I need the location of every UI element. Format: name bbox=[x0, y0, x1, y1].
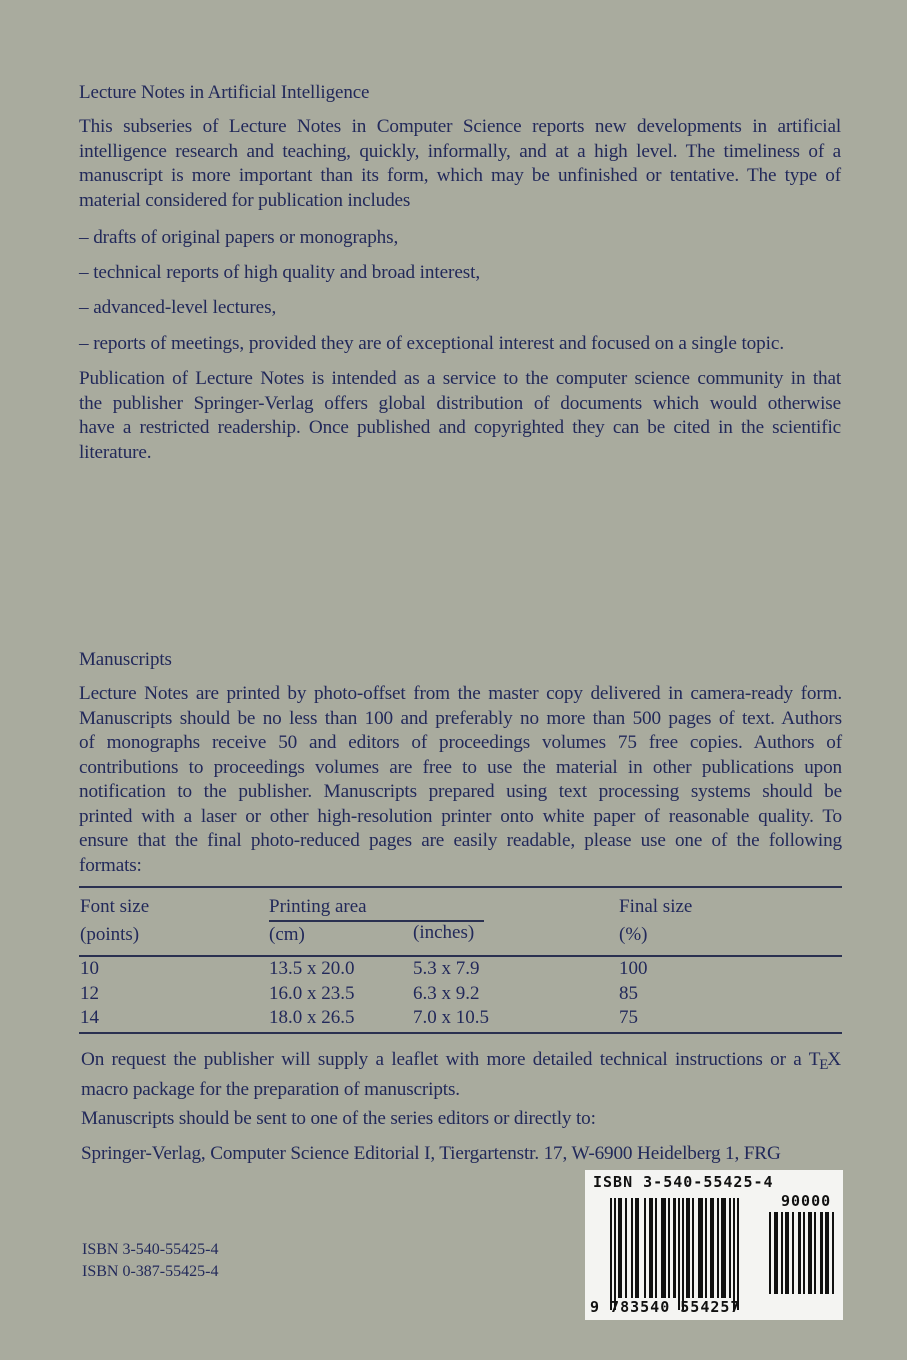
header-final-size-unit: (%) bbox=[619, 924, 648, 945]
cell-cm: 13.5 x 20.0 bbox=[269, 958, 355, 979]
table-bottom-rule bbox=[79, 1032, 842, 1034]
publisher-address: Springer-Verlag, Computer Science Editorial I, Tiergartenstr. 17, W-6900 Heidelberg 1, FRG bbox=[81, 1143, 781, 1164]
tex-e: E bbox=[819, 1057, 829, 1073]
body-line: Manuscripts should be no less than 100 and preferably no more than 500 pages of text. Authors bbox=[79, 707, 842, 729]
body-line: formats: bbox=[79, 854, 142, 876]
cell-inches: 5.3 x 7.9 bbox=[413, 958, 480, 979]
tex-t: T bbox=[808, 1049, 821, 1070]
bullet-item: – advanced-level lectures, bbox=[79, 297, 277, 318]
body-line: of monographs receive 50 and editors of proceedings volumes 75 free copies. Authors of bbox=[79, 732, 842, 753]
intro-line: manuscript is more important than its form, which may be unfinished or tentative. The type of bbox=[79, 165, 841, 186]
cell-font-size: 14 bbox=[80, 1007, 99, 1028]
tex-x: X bbox=[827, 1049, 841, 1070]
request-text: On request the publisher will supply a leaflet with more detailed technical instructions or a bbox=[81, 1049, 809, 1070]
body-line: contributions to proceedings volumes are free to use the material in other publications upon bbox=[79, 756, 842, 778]
manuscripts-body bbox=[79, 682, 842, 878]
header-inches: (inches) bbox=[413, 922, 475, 943]
intro-line: material considered for publication includes bbox=[79, 189, 411, 211]
table-top-rule bbox=[79, 886, 842, 888]
cell-final: 100 bbox=[619, 958, 648, 979]
cell-font-size: 12 bbox=[80, 983, 99, 1004]
publication-paragraph bbox=[79, 367, 841, 465]
manuscripts-title: Manuscripts bbox=[79, 649, 172, 670]
header-printing-area: Printing area bbox=[269, 896, 367, 917]
publication-line: the publisher Springer-Verlag offers global distribution of documents which would otherwise bbox=[79, 392, 841, 414]
header-font-size-unit: (points) bbox=[80, 924, 140, 945]
barcode-addon-bars bbox=[769, 1212, 834, 1294]
bullet-item: – drafts of original papers or monographs, bbox=[79, 227, 399, 248]
series-intro bbox=[79, 115, 841, 213]
isbn-barcode bbox=[585, 1170, 843, 1320]
cell-final: 85 bbox=[619, 983, 638, 1004]
body-line: Lecture Notes are printed by photo-offset from the master copy delivered in camera-ready form. bbox=[79, 683, 842, 704]
request-line: macro package for the preparation of manuscripts. bbox=[81, 1078, 460, 1100]
cell-inches: 6.3 x 9.2 bbox=[413, 983, 480, 1004]
body-line: notification to the publisher. Manuscripts prepared using text processing systems should be bbox=[79, 781, 842, 802]
request-line bbox=[81, 1048, 841, 1078]
isbn-item: ISBN 0-387-55425-4 bbox=[82, 1263, 219, 1280]
send-line: Manuscripts should be sent to one of the series editors or directly to: bbox=[81, 1108, 596, 1129]
cell-final: 75 bbox=[619, 1007, 638, 1028]
barcode-ean-digits: 9 783540 554257 bbox=[590, 1298, 741, 1316]
tex-logo bbox=[808, 1049, 841, 1073]
cell-inches: 7.0 x 10.5 bbox=[413, 1007, 489, 1028]
isbn-item: ISBN 3-540-55425-4 bbox=[82, 1241, 219, 1258]
header-final-size: Final size bbox=[619, 896, 693, 917]
publication-line: literature. bbox=[79, 441, 152, 463]
body-line: ensure that the final photo-reduced pages are easily readable, please use one of the following bbox=[79, 830, 842, 851]
bullet-item: – reports of meetings, provided they are of exceptional interest and focused on a single topic. bbox=[79, 333, 785, 354]
cell-cm: 18.0 x 26.5 bbox=[269, 1007, 355, 1028]
cell-cm: 16.0 x 23.5 bbox=[269, 983, 355, 1004]
publication-line: Publication of Lecture Notes is intended as a service to the computer science community in that bbox=[79, 368, 841, 389]
series-title: Lecture Notes in Artificial Intelligence bbox=[79, 82, 370, 103]
request-paragraph bbox=[81, 1048, 841, 1102]
header-cm: (cm) bbox=[269, 924, 305, 945]
isbn-list bbox=[82, 1239, 218, 1283]
barcode-main-bars bbox=[610, 1198, 739, 1298]
cell-font-size: 10 bbox=[80, 958, 99, 979]
barcode-addon-digits: 90000 bbox=[781, 1192, 832, 1210]
publication-line: have a restricted readership. Once published and copyrighted they can be cited in the scientific bbox=[79, 417, 841, 438]
intro-line: This subseries of Lecture Notes in Computer Science reports new developments in artificial bbox=[79, 116, 841, 137]
barcode-isbn-label: ISBN 3-540-55425-4 bbox=[593, 1173, 774, 1191]
intro-line: intelligence research and teaching, quickly, informally, and at a high level. The timeliness of a bbox=[79, 140, 841, 162]
header-font-size: Font size bbox=[80, 896, 150, 917]
body-line: printed with a laser or other high-resolution printer onto white paper of reasonable quality. To bbox=[79, 805, 842, 827]
bullet-item: – technical reports of high quality and broad interest, bbox=[79, 262, 481, 283]
